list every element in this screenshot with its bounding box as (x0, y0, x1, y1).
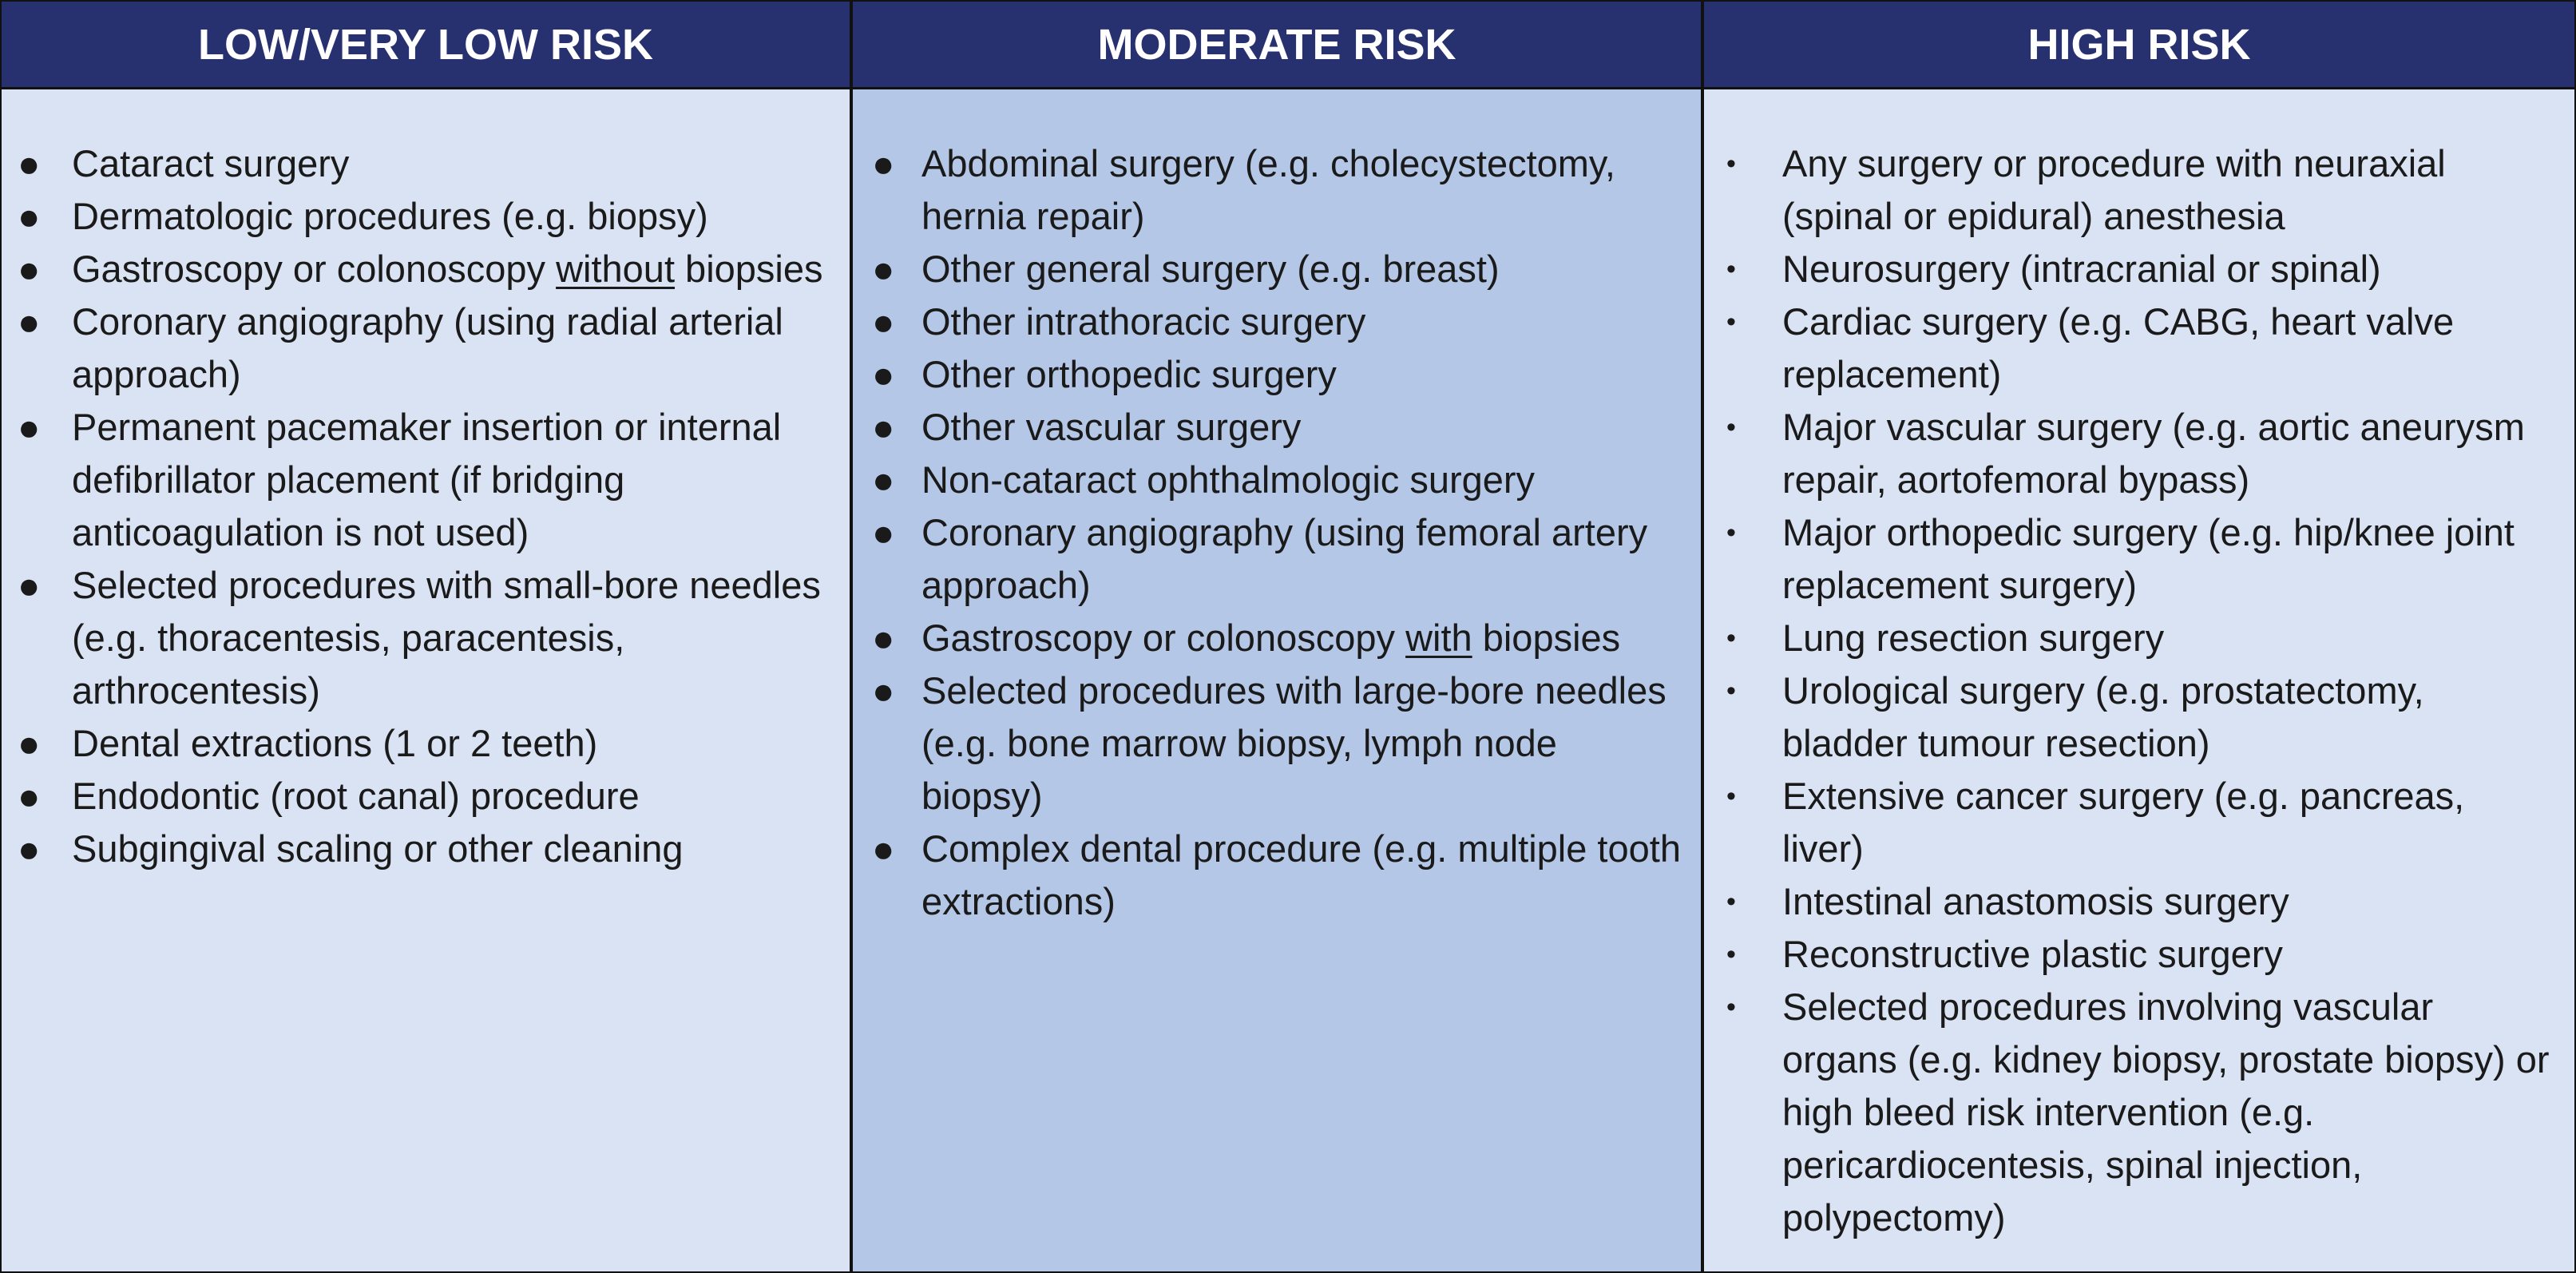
bullet-icon: ● (872, 617, 895, 659)
list-item (1704, 612, 2574, 664)
list-item (853, 137, 1701, 243)
item-emphasis: with (1405, 617, 1472, 659)
item-text: Selected procedures with small-bore needles (e.g. thoracentesis, paracentesis, arthrocentesis) (72, 564, 821, 712)
bullet-icon: • (1726, 412, 1736, 442)
item-text: Other vascular surgery (921, 406, 1302, 448)
list-item (2, 243, 850, 295)
item-text: Other intrathoracic surgery (921, 300, 1366, 343)
list-item (2, 295, 850, 401)
list-item (1704, 770, 2574, 875)
bullet-icon: ● (18, 300, 41, 343)
bullet-icon: ● (872, 406, 895, 448)
list-item (1704, 295, 2574, 401)
bullet-icon: ● (18, 248, 41, 290)
item-text: Intestinal anastomosis surgery (1782, 880, 2289, 922)
item-text: Any surgery or procedure with neuraxial (spinal or epidural) anesthesia (1782, 142, 2446, 237)
bullet-icon: • (1726, 623, 1736, 653)
item-text: Cardiac surgery (e.g. CABG, heart valve replacement) (1782, 300, 2455, 395)
list-item (853, 454, 1701, 506)
header-moderate-risk: MODERATE RISK (853, 2, 1704, 89)
item-text: Subgingival scaling or other cleaning (72, 827, 684, 870)
bullet-icon: ● (872, 248, 895, 290)
header-high-risk: HIGH RISK (1704, 2, 2574, 89)
item-text-tail: biopsies (1472, 617, 1621, 659)
bullet-icon: ● (872, 300, 895, 343)
list-item (1704, 875, 2574, 928)
list-item (853, 243, 1701, 295)
item-emphasis: without (556, 248, 675, 290)
bullet-icon: ● (18, 142, 41, 184)
item-text: Reconstructive plastic surgery (1782, 933, 2283, 975)
item-text: Selected procedures with large-bore needles (e.g. bone marrow biopsy, lymph node biopsy) (921, 669, 1666, 817)
bullet-icon: • (1726, 992, 1736, 1022)
bullet-icon: ● (872, 353, 895, 395)
list-item (2, 823, 850, 875)
list-item (1704, 506, 2574, 612)
low-risk-list (2, 89, 850, 875)
item-text: Coronary angiography (using radial arterial approach) (72, 300, 783, 395)
bullet-icon: • (1726, 886, 1736, 917)
list-item (853, 348, 1701, 401)
list-item (853, 295, 1701, 348)
bullet-icon: ● (18, 775, 41, 817)
item-text: Permanent pacemaker insertion or internal defibrillator placement (if bridging anticoagulation is not used) (72, 406, 782, 553)
item-text: Other orthopedic surgery (921, 353, 1337, 395)
bullet-icon: ● (18, 406, 41, 448)
bullet-icon: • (1726, 307, 1736, 337)
item-text: Urological surgery (e.g. prostatectomy, bladder tumour resection) (1782, 669, 2424, 764)
bullet-icon: • (1726, 254, 1736, 284)
high-risk-list (1704, 89, 2574, 1244)
moderate-risk-list (853, 89, 1701, 928)
list-item (2, 190, 850, 243)
header-low-risk: LOW/VERY LOW RISK (2, 2, 853, 89)
bullet-icon: ● (18, 195, 41, 237)
bullet-icon: ● (872, 142, 895, 184)
list-item (853, 664, 1701, 823)
bullet-icon: ● (872, 827, 895, 870)
list-item (1704, 981, 2574, 1244)
list-item (2, 401, 850, 559)
item-text: Complex dental procedure (e.g. multiple tooth extractions) (921, 827, 1681, 922)
item-text: Extensive cancer surgery (e.g. pancreas, liver) (1782, 775, 2465, 870)
item-text: Dental extractions (1 or 2 teeth) (72, 722, 598, 764)
item-text: Gastroscopy or colonoscopy (921, 617, 1406, 659)
item-text: Other general surgery (e.g. breast) (921, 248, 1500, 290)
item-text: Major vascular surgery (e.g. aortic aneurysm repair, aortofemoral bypass) (1782, 406, 2525, 501)
list-item (853, 401, 1701, 454)
item-text: Gastroscopy or colonoscopy (72, 248, 557, 290)
bullet-icon: ● (872, 511, 895, 553)
bullet-icon: ● (872, 458, 895, 501)
item-text: Endodontic (root canal) procedure (72, 775, 640, 817)
bullet-icon: ● (18, 564, 41, 606)
item-text: Abdominal surgery (e.g. cholecystectomy, hernia repair) (921, 142, 1615, 237)
bullet-icon: • (1726, 518, 1736, 548)
bullet-icon: ● (18, 722, 41, 764)
bullet-icon: • (1726, 676, 1736, 706)
bullet-icon: • (1726, 939, 1736, 970)
item-text: Dermatologic procedures (e.g. biopsy) (72, 195, 708, 237)
column-low-risk (2, 89, 853, 1271)
column-moderate-risk (853, 89, 1704, 1271)
list-item (853, 823, 1701, 928)
list-item (2, 770, 850, 823)
list-item (2, 559, 850, 717)
list-item (853, 506, 1701, 612)
list-item (853, 612, 1701, 664)
bullet-icon: • (1726, 781, 1736, 811)
item-text: Non-cataract ophthalmologic surgery (921, 458, 1536, 501)
bullet-icon: • (1726, 149, 1736, 179)
item-text-tail: biopsies (675, 248, 823, 290)
list-item (2, 137, 850, 190)
list-item (1704, 137, 2574, 243)
bullet-icon: ● (18, 827, 41, 870)
list-item (1704, 928, 2574, 981)
item-text: Neurosurgery (intracranial or spinal) (1782, 248, 2381, 290)
item-text: Lung resection surgery (1782, 617, 2165, 659)
list-item (1704, 243, 2574, 295)
item-text: Coronary angiography (using femoral artery approach) (921, 511, 1648, 606)
list-item (1704, 401, 2574, 506)
item-text: Cataract surgery (72, 142, 350, 184)
list-item (1704, 664, 2574, 770)
bullet-icon: ● (872, 669, 895, 712)
item-text: Major orthopedic surgery (e.g. hip/knee joint replacement surgery) (1782, 511, 2515, 606)
column-high-risk (1704, 89, 2574, 1271)
item-text: Selected procedures involving vascular organs (e.g. kidney biopsy, prostate biopsy) or high bleed risk intervention (e.g. pericardiocentesis, spinal injection, polypectomy) (1782, 985, 2550, 1239)
list-item (2, 717, 850, 770)
